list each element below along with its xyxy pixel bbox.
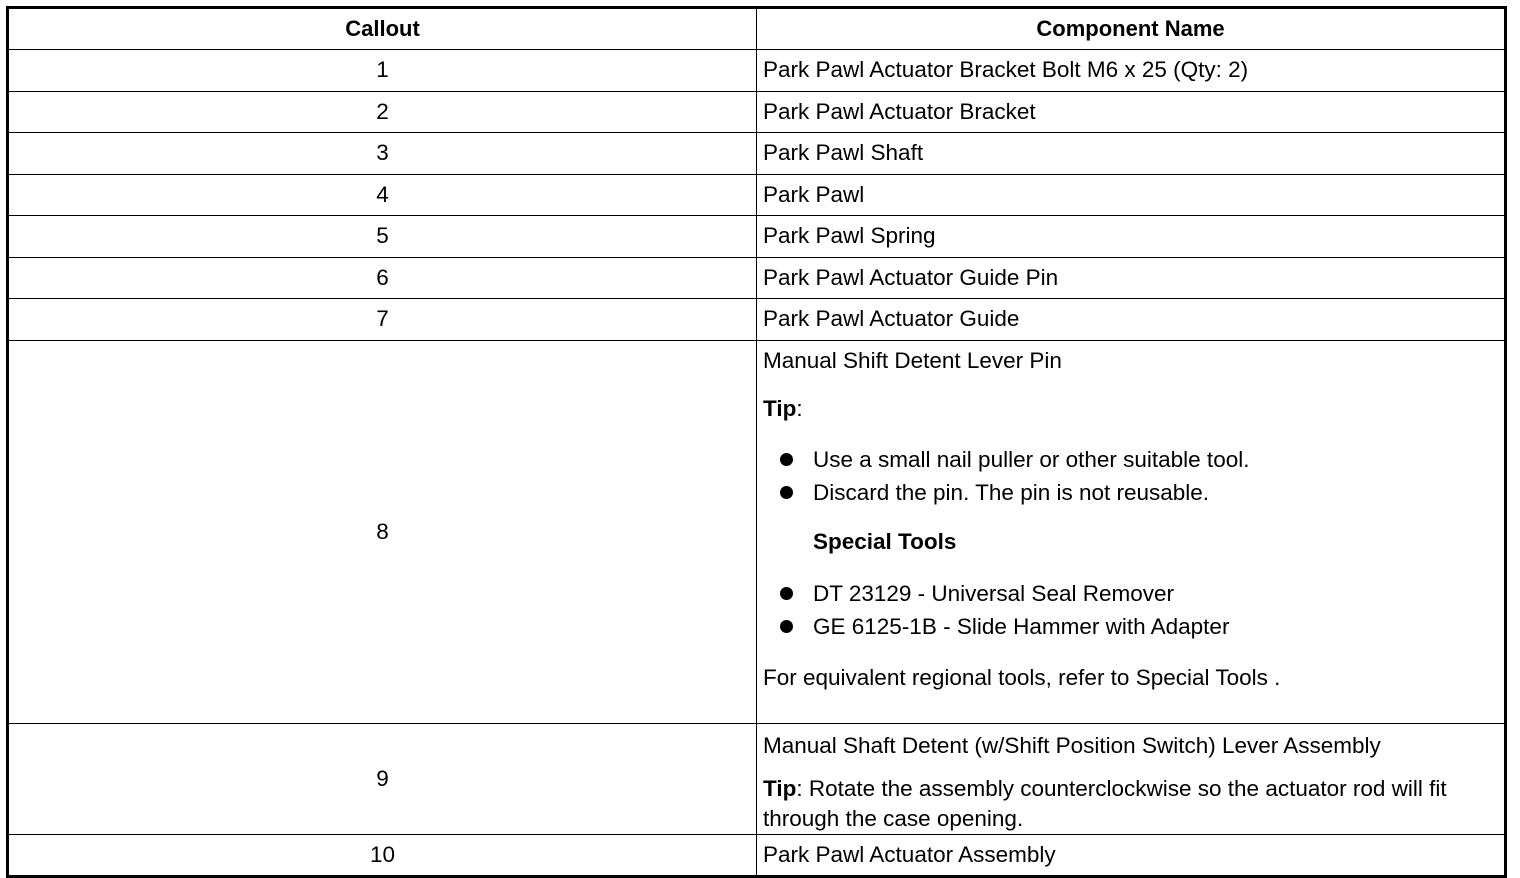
table-row <box>8 723 1506 834</box>
component-name: Park Pawl <box>757 174 1506 216</box>
component-name: Manual Shift Detent Lever Pin <box>763 347 1062 373</box>
tip-label: Tip <box>763 775 797 801</box>
table-row <box>8 174 1506 216</box>
table-row <box>8 834 1506 877</box>
list-item <box>763 443 1504 476</box>
callout-number: 3 <box>8 133 757 175</box>
special-tools-list <box>763 577 1504 643</box>
bullet-icon <box>780 486 793 499</box>
table-row <box>8 91 1506 133</box>
component-name: Park Pawl Actuator Guide <box>757 299 1506 341</box>
list-item <box>763 610 1504 643</box>
tool-text: GE 6125-1B - Slide Hammer with Adapter <box>813 613 1230 639</box>
component-name: Park Pawl Actuator Bracket <box>757 91 1506 133</box>
table-row <box>8 216 1506 258</box>
callout-number: 5 <box>8 216 757 258</box>
callout-number: 10 <box>8 834 757 877</box>
component-name: Park Pawl Actuator Assembly <box>757 834 1506 877</box>
header-component-name: Component Name <box>757 8 1506 50</box>
component-name: Manual Shaft Detent (w/Shift Position Switch) Lever Assembly <box>763 732 1381 758</box>
table-row <box>8 299 1506 341</box>
component-name: Park Pawl Actuator Bracket Bolt M6 x 25 (Qty: 2) <box>757 50 1506 92</box>
tip-line <box>763 395 1504 423</box>
tip-text: Use a small nail puller or other suitable tool. <box>813 446 1250 472</box>
bullet-icon <box>780 620 793 633</box>
table-row <box>8 133 1506 175</box>
callout-number: 6 <box>8 257 757 299</box>
callout-number: 7 <box>8 299 757 341</box>
callout-number: 8 <box>8 340 757 723</box>
callout-number: 4 <box>8 174 757 216</box>
tool-text: DT 23129 - Universal Seal Remover <box>813 580 1174 606</box>
component-name: Park Pawl Actuator Guide Pin <box>757 257 1506 299</box>
component-detail-cell <box>757 340 1506 723</box>
tip-text: Discard the pin. The pin is not reusable. <box>813 479 1210 505</box>
tip-text: : Rotate the assembly counterclockwise so the actuator rod will fit through the case opening. <box>763 775 1447 831</box>
bullet-icon <box>780 587 793 600</box>
header-callout: Callout <box>8 8 757 50</box>
list-item <box>763 577 1504 610</box>
tip-label: Tip <box>763 395 797 421</box>
tip-line <box>763 774 1504 834</box>
component-name: Park Pawl Shaft <box>757 133 1506 175</box>
list-item <box>763 476 1504 509</box>
special-tools-heading: Special Tools <box>813 528 957 554</box>
table-header-row <box>8 8 1506 50</box>
callout-number: 2 <box>8 91 757 133</box>
callout-number: 9 <box>8 723 757 834</box>
tip-colon: : <box>796 395 803 421</box>
table-row <box>8 257 1506 299</box>
callout-number: 1 <box>8 50 757 92</box>
component-name: Park Pawl Spring <box>757 216 1506 258</box>
regional-tools-note: For equivalent regional tools, refer to Special Tools . <box>763 664 1281 690</box>
table-row <box>8 340 1506 723</box>
component-detail-cell <box>757 723 1506 834</box>
component-table <box>6 6 1507 878</box>
tip-list <box>763 443 1504 509</box>
table-row <box>8 50 1506 92</box>
bullet-icon <box>780 453 793 466</box>
